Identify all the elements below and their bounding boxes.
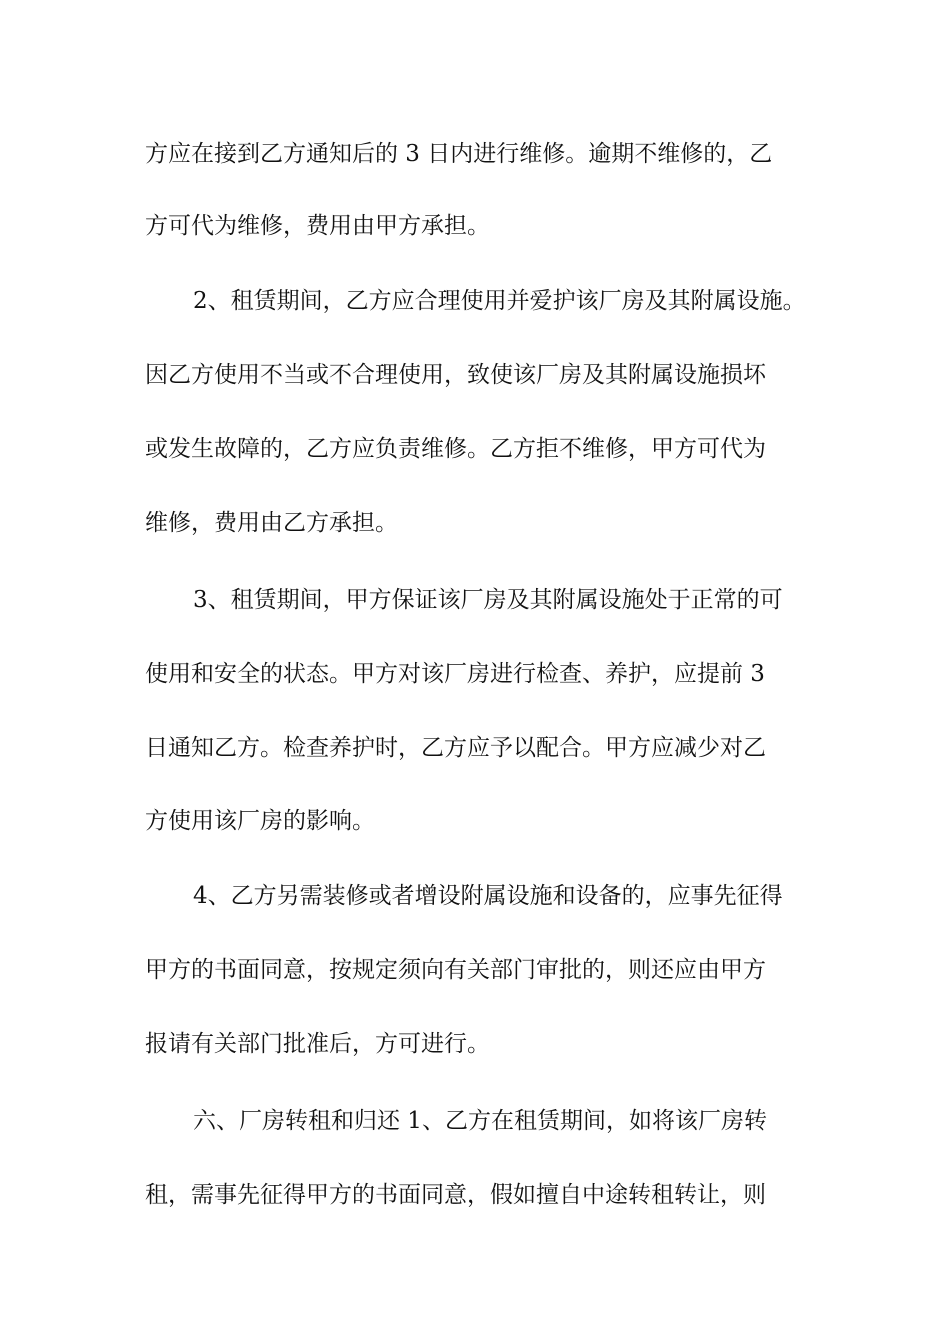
paragraph-line: 使用和安全的状态。甲方对该厂房进行检查、养护，应提前 3 — [145, 661, 765, 687]
paragraph-line: 因乙方使用不当或不合理使用，致使该厂房及其附属设施损坏 — [145, 362, 766, 388]
paragraph-line: 4、乙方另需装修或者增设附属设施和设备的，应事先征得 — [193, 883, 783, 909]
paragraph-line: 方使用该厂房的影响。 — [145, 808, 375, 834]
paragraph-line: 甲方的书面同意，按规定须向有关部门审批的，则还应由甲方 — [145, 957, 766, 983]
paragraph-line: 3、租赁期间，甲方保证该厂房及其附属设施处于正常的可 — [193, 587, 783, 613]
paragraph-line: 报请有关部门批准后，方可进行。 — [145, 1031, 490, 1057]
paragraph-line: 日通知乙方。检查养护时，乙方应予以配合。甲方应减少对乙 — [145, 735, 766, 761]
paragraph-line: 六、厂房转租和归还 1、乙方在租赁期间，如将该厂房转 — [193, 1108, 767, 1134]
paragraph-line: 租，需事先征得甲方的书面同意，假如擅自中途转租转让，则 — [145, 1182, 766, 1208]
paragraph-line: 或发生故障的，乙方应负责维修。乙方拒不维修，甲方可代为 — [145, 436, 766, 462]
paragraph-line: 方应在接到乙方通知后的 3 日内进行维修。逾期不维修的，乙 — [145, 141, 773, 167]
paragraph-line: 维修，费用由乙方承担。 — [145, 510, 398, 536]
paragraph-line: 方可代为维修，费用由甲方承担。 — [145, 213, 490, 239]
paragraph-line: 2、租赁期间，乙方应合理使用并爱护该厂房及其附属设施。 — [193, 288, 806, 314]
